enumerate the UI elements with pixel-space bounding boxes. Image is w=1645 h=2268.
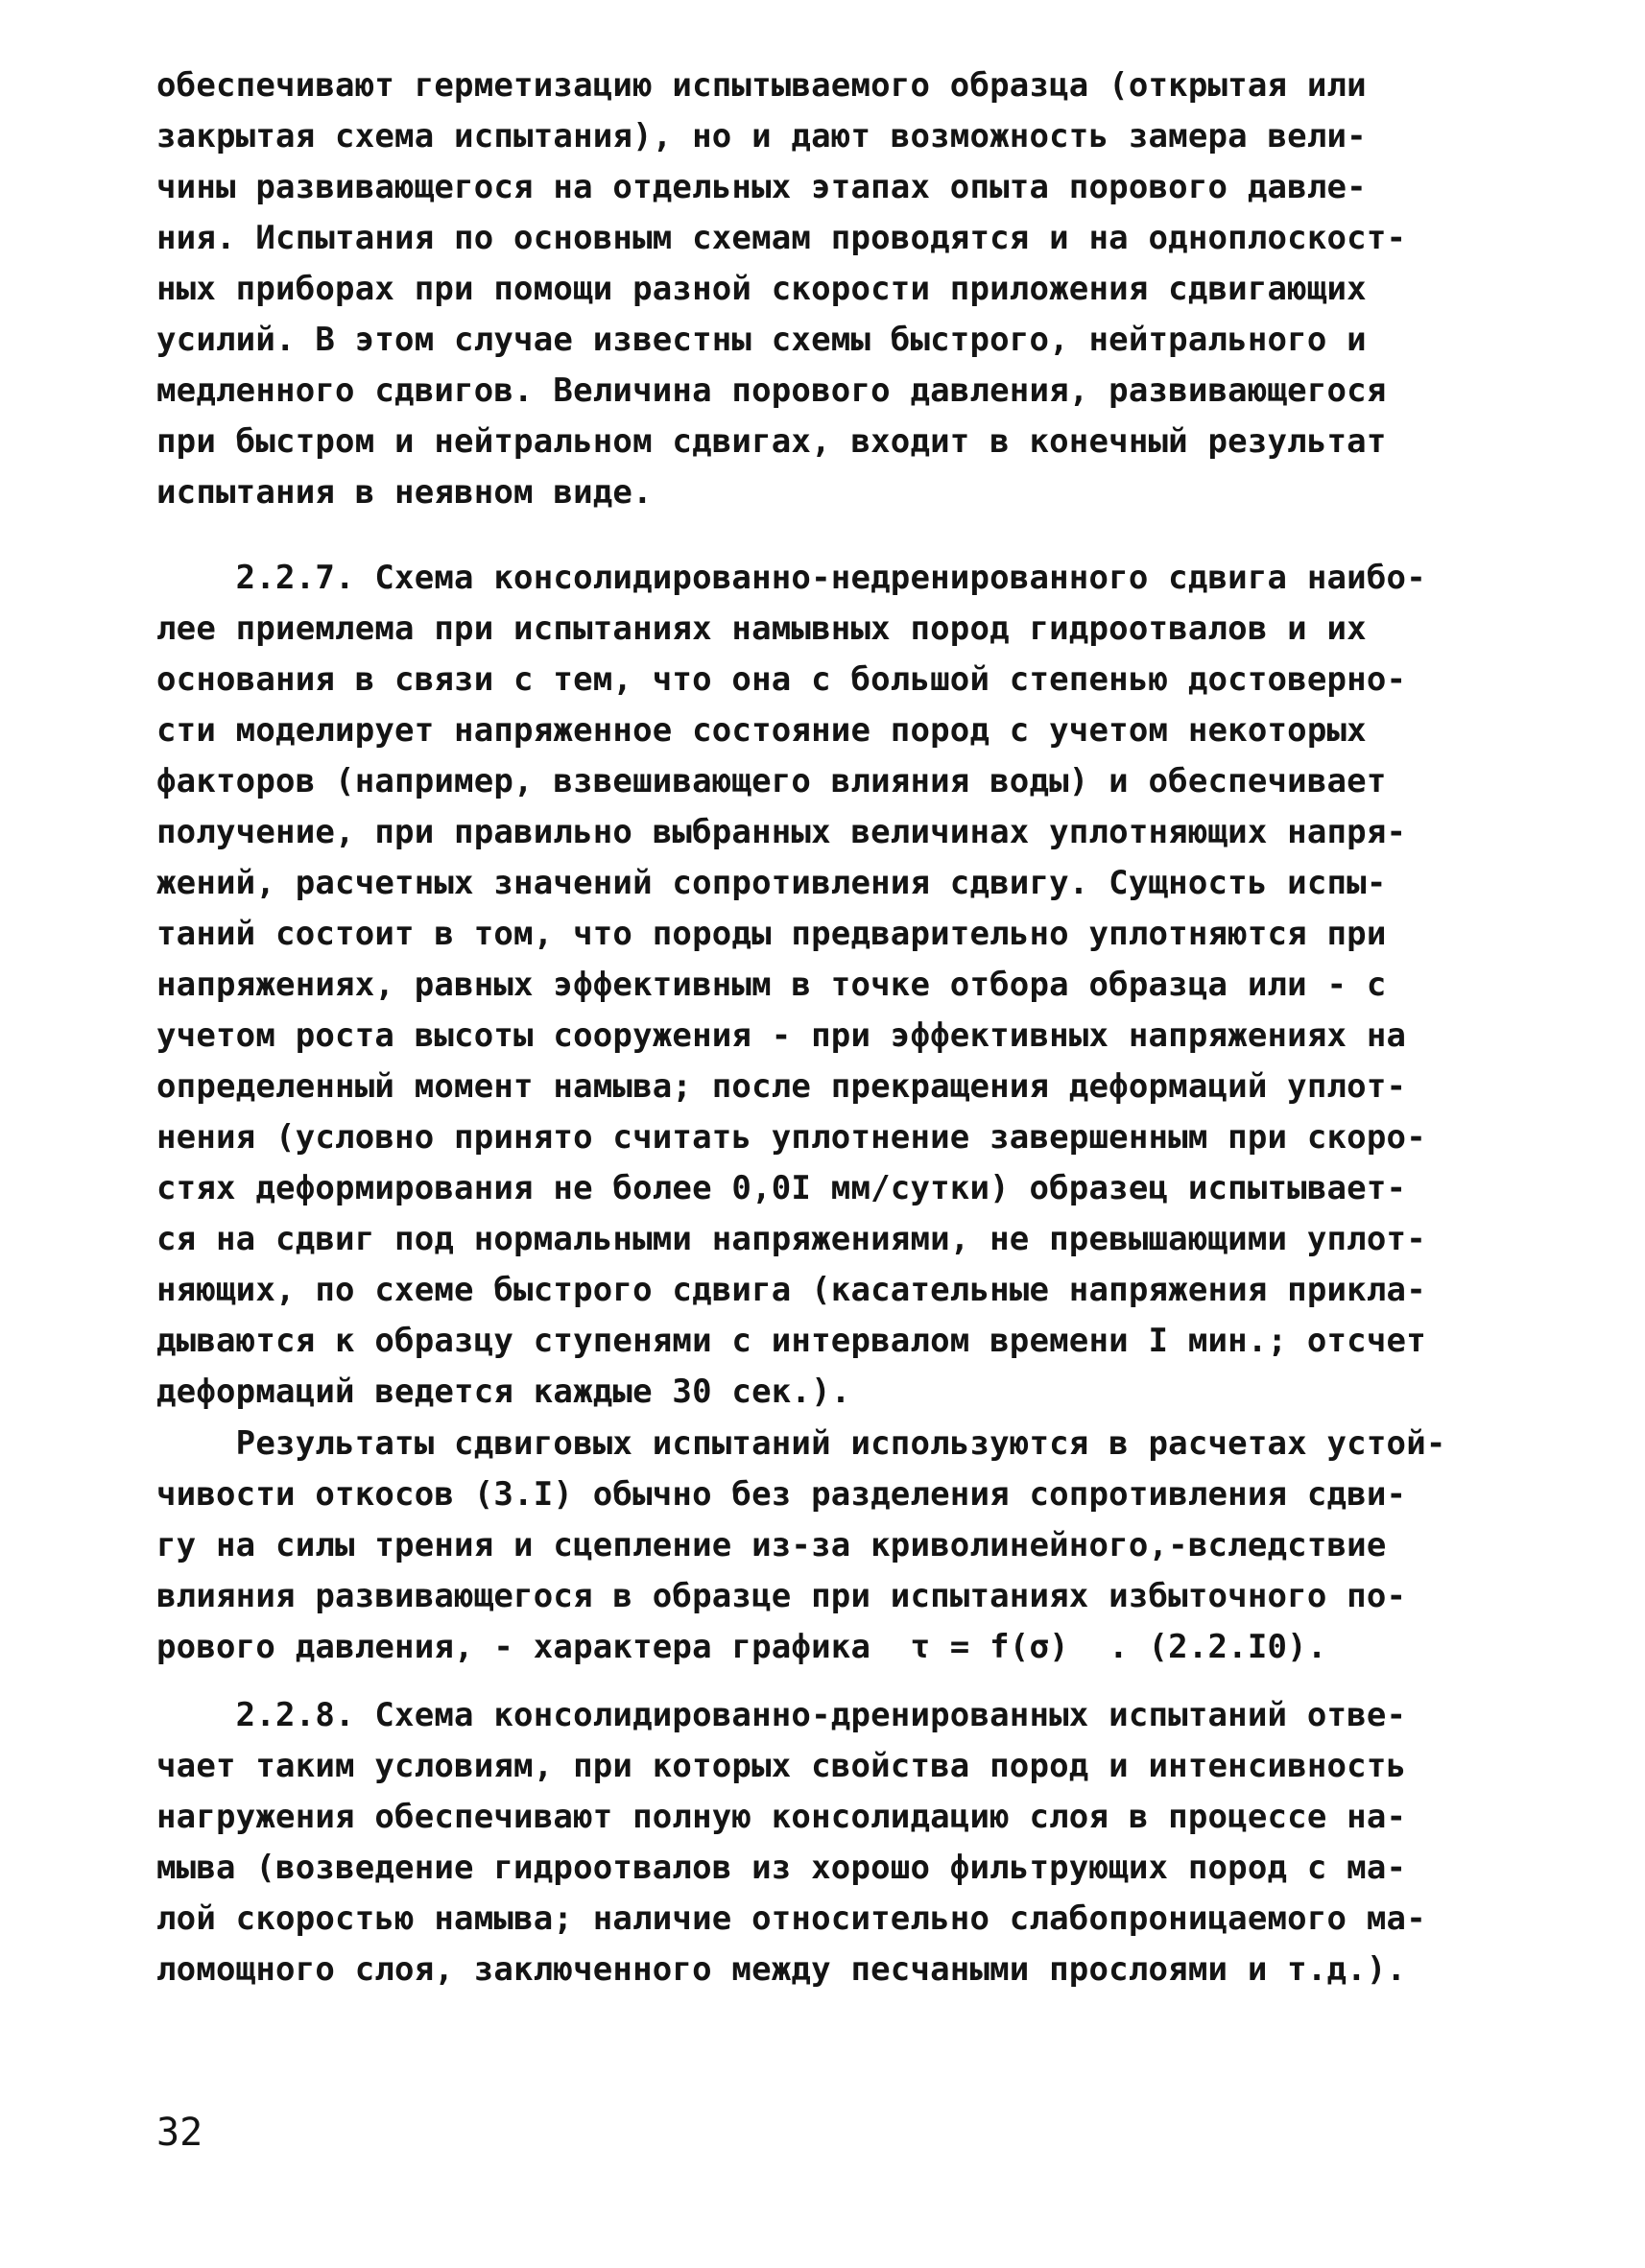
paragraph-2-2-7 xyxy=(156,553,1519,1418)
text-line: медленного сдвигов. Величина порового давления, развивающегося xyxy=(156,371,1387,410)
paragraph-2-2-8 xyxy=(156,1690,1519,1995)
text-line: жений, расчетных значений сопротивления сдвигу. Сущность испы- xyxy=(156,864,1387,902)
text-line: при быстром и нейтральном сдвигах, входит в конечный результат xyxy=(156,422,1387,461)
text-line: деформаций ведется каждые 30 сек.). xyxy=(156,1373,851,1411)
text-line: стях деформирования не более 0,0I мм/сутки) образец испытывает- xyxy=(156,1169,1407,1207)
text-line: учетом роста высоты сооружения - при эффективных напряжениях на xyxy=(156,1016,1407,1055)
page-number: 32 xyxy=(156,2111,203,2155)
text-line: нагружения обеспечивают полную консолидацию слоя в процессе на- xyxy=(156,1798,1407,1836)
text-line: ломощного слоя, заключенного между песчаными прослоями и т.д.). xyxy=(156,1950,1407,1989)
text-line: закрытая схема испытания), но и дают возможность замера вели- xyxy=(156,117,1367,155)
text-line: основания в связи с тем, что она с большой степенью достоверно- xyxy=(156,660,1407,699)
text-line: дываются к образцу ступенями с интервалом времени I мин.; отсчет xyxy=(156,1322,1426,1360)
paragraph-continued xyxy=(156,60,1519,518)
text-line: рового давления, - характера графика τ = f(σ) . (2.2.I0). xyxy=(156,1628,1327,1666)
text-line: гу на силы трения и сцепление из-за криволинейного,-вследствие xyxy=(156,1526,1387,1564)
text-line: влияния развивающегося в образце при испытаниях избыточного по- xyxy=(156,1577,1407,1615)
text-line: испытания в неявном виде. xyxy=(156,473,653,512)
paragraph-results xyxy=(156,1419,1519,1673)
text-line: чивости откосов (3.I) обычно без разделения сопротивления сдви- xyxy=(156,1475,1407,1514)
text-line: лее приемлема при испытаниях намывных пород гидроотвалов и их xyxy=(156,609,1367,648)
text-line: ных приборах при помощи разной скорости приложения сдвигающих xyxy=(156,270,1367,308)
text-line: чины развивающегося на отдельных этапах опыта порового давле- xyxy=(156,168,1367,206)
text-line: обеспечивают герметизацию испытываемого образца (открытая или xyxy=(156,66,1367,105)
text-line: чает таким условиям, при которых свойства пород и интенсивность xyxy=(156,1747,1407,1785)
text-line: ся на сдвиг под нормальными напряжениями, не превышающими уплот- xyxy=(156,1220,1426,1258)
text-line: нения (условно принято считать уплотнение завершенным при скоро- xyxy=(156,1118,1426,1157)
text-line: таний состоит в том, что породы предварительно уплотняются при xyxy=(156,915,1387,953)
text-line: Результаты сдвиговых испытаний используются в расчетах устой- xyxy=(156,1424,1446,1463)
text-line: лой скоростью намыва; наличие относительно слабопроницаемого ма- xyxy=(156,1899,1426,1938)
text-line: усилий. В этом случае известны схемы быстрого, нейтрального и xyxy=(156,321,1367,359)
text-line: ния. Испытания по основным схемам проводятся и на одноплоскост- xyxy=(156,219,1407,257)
text-line: няющих, по схеме быстрого сдвига (касательные напряжения прикла- xyxy=(156,1271,1426,1309)
text-line: напряжениях, равных эффективным в точке отбора образца или - с xyxy=(156,966,1387,1004)
text-line: мыва (возведение гидроотвалов из хорошо фильтрующих пород с ма- xyxy=(156,1849,1407,1887)
text-line: факторов (например, взвешивающего влияния воды) и обеспечивает xyxy=(156,762,1387,800)
text-line: получение, при правильно выбранных величинах уплотняющих напря- xyxy=(156,813,1407,851)
text-line: определенный момент намыва; после прекращения деформаций уплот- xyxy=(156,1067,1407,1106)
text-line: сти моделирует напряженное состояние пород с учетом некоторых xyxy=(156,711,1367,750)
text-line: 2.2.8. Схема консолидированно-дренированных испытаний отве- xyxy=(156,1696,1407,1734)
text-line: 2.2.7. Схема консолидированно-недренированного сдвига наибо- xyxy=(156,559,1426,597)
